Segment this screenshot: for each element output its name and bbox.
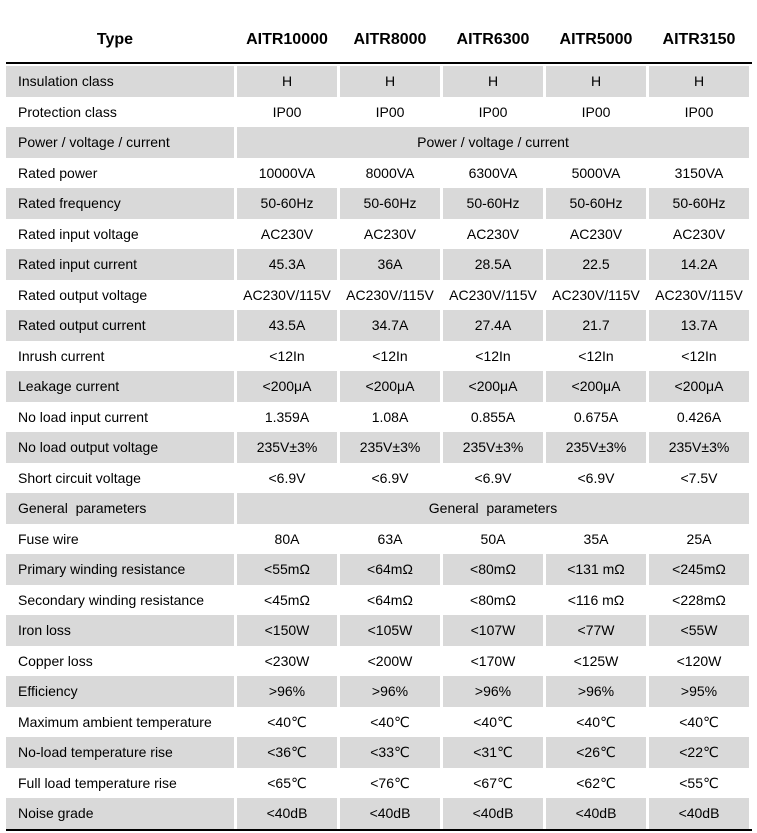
value-aitr3150: 235V±3% (649, 432, 749, 463)
header-row (6, 0, 749, 62)
value-aitr8000: 8000VA (365, 164, 415, 181)
model-header-aitr3150: AITR3150 (662, 31, 736, 48)
value-aitr5000: >96% (546, 676, 646, 707)
value-aitr10000: <230W (264, 652, 310, 669)
row-label: Primary winding resistance (6, 554, 234, 585)
value-aitr6300: H (443, 66, 543, 97)
spec-row-no-load-output-voltage (6, 432, 749, 463)
value-aitr5000: AC230V/115V (552, 286, 640, 303)
spec-row-protection-class (6, 97, 749, 128)
value-aitr5000: H (546, 66, 646, 97)
value-aitr8000: <64mΩ (367, 591, 413, 608)
value-aitr5000: <200μA (546, 371, 646, 402)
value-aitr5000: <6.9V (577, 469, 615, 486)
value-aitr3150: H (649, 66, 749, 97)
value-aitr10000: <200μA (237, 371, 337, 402)
value-aitr10000: AC230V/115V (243, 286, 331, 303)
value-aitr8000: H (340, 66, 440, 97)
value-aitr8000: <40dB (340, 798, 440, 829)
value-aitr5000: <77W (546, 615, 646, 646)
value-aitr8000: <200μA (340, 371, 440, 402)
value-aitr5000: 21.7 (546, 310, 646, 341)
value-aitr10000: AC230V (260, 225, 314, 242)
spec-row-noise-grade (6, 798, 749, 829)
section-title: Power / voltage / current (237, 127, 749, 158)
value-aitr10000: <40dB (237, 798, 337, 829)
value-aitr5000: 0.675A (573, 408, 619, 425)
value-aitr10000: <45mΩ (264, 591, 310, 608)
spec-row-rated-output-voltage (6, 280, 749, 311)
value-aitr10000: <6.9V (268, 469, 306, 486)
value-aitr8000: <200W (367, 652, 413, 669)
row-label: Rated output current (6, 310, 234, 341)
value-aitr10000: 80A (274, 530, 300, 547)
value-aitr6300: 28.5A (443, 249, 543, 280)
value-aitr6300: <40dB (443, 798, 543, 829)
value-aitr5000: <116 mΩ (567, 591, 625, 608)
value-aitr8000: AC230V (363, 225, 417, 242)
value-aitr6300: 0.855A (470, 408, 516, 425)
value-aitr3150: <12In (681, 347, 717, 364)
row-label: Inrush current (18, 347, 105, 364)
section-label: Power / voltage / current (6, 127, 234, 158)
row-label: Full load temperature rise (18, 774, 177, 791)
value-aitr8000: <6.9V (371, 469, 409, 486)
value-aitr5000: <26℃ (546, 737, 646, 768)
value-aitr3150: 0.426A (676, 408, 722, 425)
value-aitr10000: >96% (237, 676, 337, 707)
value-aitr8000: 34.7A (340, 310, 440, 341)
row-label: Short circuit voltage (18, 469, 141, 486)
value-aitr6300: <107W (443, 615, 543, 646)
spec-row-rated-input-voltage (6, 219, 749, 250)
section-row-general-parameters (6, 493, 749, 524)
row-label: Rated input current (6, 249, 234, 280)
value-aitr3150: 13.7A (649, 310, 749, 341)
spec-row-rated-input-current (6, 249, 749, 280)
value-aitr6300: AC230V (466, 225, 520, 242)
value-aitr3150: <7.5V (680, 469, 718, 486)
value-aitr6300: <170W (470, 652, 516, 669)
row-label: Insulation class (6, 66, 234, 97)
value-aitr6300: 27.4A (443, 310, 543, 341)
value-aitr10000: 45.3A (237, 249, 337, 280)
row-label: Fuse wire (18, 530, 79, 547)
row-label: Efficiency (6, 676, 234, 707)
row-label: Noise grade (6, 798, 234, 829)
value-aitr3150: IP00 (684, 103, 714, 120)
section-title: General parameters (237, 493, 749, 524)
value-aitr8000: 235V±3% (340, 432, 440, 463)
type-header: Type (96, 31, 134, 48)
value-aitr10000: 43.5A (237, 310, 337, 341)
spec-row-fuse-wire (6, 524, 749, 555)
value-aitr5000: 5000VA (571, 164, 621, 181)
value-aitr6300: <6.9V (474, 469, 512, 486)
value-aitr6300: 50A (480, 530, 506, 547)
value-aitr8000: 50-60Hz (340, 188, 440, 219)
value-aitr5000: 35A (583, 530, 609, 547)
spec-row-short-circuit-voltage (6, 463, 749, 494)
row-label: Rated input voltage (18, 225, 139, 242)
value-aitr10000: <150W (237, 615, 337, 646)
value-aitr6300: 6300VA (468, 164, 518, 181)
value-aitr8000: AC230V/115V (346, 286, 434, 303)
value-aitr3150: <40℃ (679, 713, 719, 730)
spec-row-rated-frequency (6, 188, 749, 219)
header-rule (6, 62, 752, 64)
value-aitr5000: <40℃ (576, 713, 616, 730)
value-aitr5000: <125W (573, 652, 619, 669)
value-aitr10000: H (237, 66, 337, 97)
value-aitr5000: 22.5 (546, 249, 646, 280)
value-aitr10000: <12In (269, 347, 305, 364)
value-aitr3150: 50-60Hz (649, 188, 749, 219)
value-aitr6300: 235V±3% (443, 432, 543, 463)
value-aitr6300: <80mΩ (470, 591, 516, 608)
spec-row-iron-loss (6, 615, 749, 646)
value-aitr10000: 50-60Hz (237, 188, 337, 219)
spec-row-copper-loss (6, 646, 749, 677)
section-label: General parameters (6, 493, 234, 524)
row-label: Rated power (18, 164, 98, 181)
value-aitr10000: 1.359A (264, 408, 310, 425)
value-aitr6300: 50-60Hz (443, 188, 543, 219)
value-aitr8000: <105W (340, 615, 440, 646)
value-aitr10000: <65℃ (267, 774, 307, 791)
row-label: Copper loss (18, 652, 93, 669)
value-aitr5000: 235V±3% (546, 432, 646, 463)
value-aitr5000: IP00 (581, 103, 611, 120)
value-aitr3150: <55W (649, 615, 749, 646)
spec-row-full-load-temperature-rise (6, 768, 749, 799)
value-aitr10000: IP00 (272, 103, 302, 120)
row-label: Secondary winding resistance (18, 591, 204, 608)
value-aitr5000: AC230V (569, 225, 623, 242)
value-aitr8000: <12In (372, 347, 408, 364)
row-label: Protection class (18, 103, 117, 120)
value-aitr5000: <62℃ (576, 774, 616, 791)
spec-row-no-load-temperature-rise (6, 737, 749, 768)
value-aitr10000: 10000VA (258, 164, 316, 181)
value-aitr8000: <76℃ (370, 774, 410, 791)
value-aitr3150: <228mΩ (672, 591, 726, 608)
value-aitr6300: <31℃ (443, 737, 543, 768)
value-aitr8000: <33℃ (340, 737, 440, 768)
value-aitr3150: <200μA (649, 371, 749, 402)
value-aitr6300: <12In (475, 347, 511, 364)
spec-row-leakage-current (6, 371, 749, 402)
spec-row-no-load-input-current (6, 402, 749, 433)
value-aitr3150: <245mΩ (649, 554, 749, 585)
spec-row-insulation-class (6, 66, 749, 97)
bottom-rule (6, 829, 752, 831)
spec-row-maximum-ambient-temperature (6, 707, 749, 738)
spec-row-efficiency (6, 676, 749, 707)
row-label: Rated output voltage (18, 286, 148, 303)
row-label: Maximum ambient temperature (18, 713, 212, 730)
model-header-aitr8000: AITR8000 (353, 31, 427, 48)
value-aitr6300: <40℃ (473, 713, 513, 730)
value-aitr6300: <67℃ (473, 774, 513, 791)
row-label: Leakage current (6, 371, 234, 402)
value-aitr3150: 3150VA (674, 164, 724, 181)
row-label: Rated frequency (6, 188, 234, 219)
section-row-power-voltage-current (6, 127, 749, 158)
value-aitr6300: IP00 (478, 103, 508, 120)
value-aitr3150: 14.2A (649, 249, 749, 280)
value-aitr5000: <131 mΩ (546, 554, 646, 585)
value-aitr10000: 235V±3% (237, 432, 337, 463)
value-aitr6300: <80mΩ (443, 554, 543, 585)
value-aitr5000: 50-60Hz (546, 188, 646, 219)
spec-row-primary-winding-resistance (6, 554, 749, 585)
value-aitr8000: >96% (340, 676, 440, 707)
row-label: No-load temperature rise (6, 737, 234, 768)
model-header-aitr6300: AITR6300 (456, 31, 530, 48)
value-aitr8000: 1.08A (371, 408, 409, 425)
value-aitr8000: 36A (340, 249, 440, 280)
value-aitr3150: <40dB (649, 798, 749, 829)
value-aitr5000: <12In (578, 347, 614, 364)
spec-row-rated-power (6, 158, 749, 189)
value-aitr3150: AC230V/115V (655, 286, 743, 303)
value-aitr3150: 25A (686, 530, 712, 547)
value-aitr3150: <120W (676, 652, 722, 669)
value-aitr6300: <200μA (443, 371, 543, 402)
row-label: Iron loss (6, 615, 234, 646)
value-aitr8000: IP00 (375, 103, 405, 120)
spec-row-secondary-winding-resistance (6, 585, 749, 616)
row-label: No load output voltage (6, 432, 234, 463)
value-aitr10000: <40℃ (267, 713, 307, 730)
spec-table-body (6, 66, 749, 829)
row-label: No load input current (18, 408, 148, 425)
value-aitr3150: <55℃ (679, 774, 719, 791)
value-aitr10000: <36℃ (237, 737, 337, 768)
value-aitr8000: <64mΩ (340, 554, 440, 585)
value-aitr3150: AC230V (672, 225, 726, 242)
value-aitr6300: >96% (443, 676, 543, 707)
value-aitr3150: >95% (649, 676, 749, 707)
value-aitr3150: <22℃ (649, 737, 749, 768)
value-aitr6300: AC230V/115V (449, 286, 537, 303)
spec-row-inrush-current (6, 341, 749, 372)
model-header-aitr10000: AITR10000 (246, 31, 328, 48)
spec-row-rated-output-current (6, 310, 749, 341)
value-aitr8000: 63A (377, 530, 403, 547)
value-aitr10000: <55mΩ (237, 554, 337, 585)
value-aitr8000: <40℃ (370, 713, 410, 730)
model-header-aitr5000: AITR5000 (559, 31, 633, 48)
value-aitr5000: <40dB (546, 798, 646, 829)
